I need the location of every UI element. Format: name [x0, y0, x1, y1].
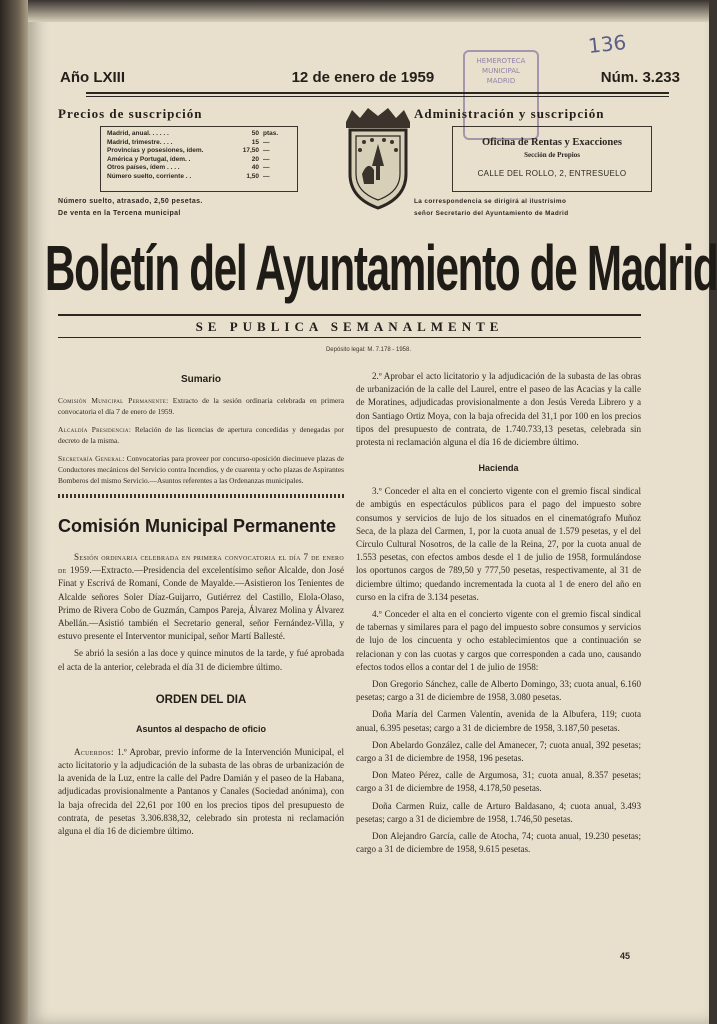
bulletin-title: Boletín del Ayuntamiento de Madrid: [44, 232, 717, 304]
document-page: [28, 0, 717, 1024]
administration-address: CALLE DEL ROLLO, 2, ENTRESUELO: [477, 169, 627, 178]
establishment-entry: Doña Carmen Ruiz, calle de Arturo Baldasano, 4; cuota anual, 3.493 pesetas; cargo a 31 de diciembre de 1958, 1.746,50 pesetas.: [356, 800, 641, 824]
price-row: Madrid, trimestre. . . . 15 —: [107, 138, 270, 146]
establishment-entry: Don Mateo Pérez, calle de Argumosa, 31; cuota anual, 8.357 pesetas; cargo a 31 de diciembre de 1958, 4.178,50 pesetas.: [356, 770, 641, 794]
agreement-2: 2.º Aprobar el acto licitatorio y la adjudicación de la subasta de las obras de urbanización de la calle del Laurel, entre el paseo de las Acacias y la calle de Moratines, adjudicadas provisionalmente a don Jesús Vereda Librero y a don Santiago Ortiz Moya, con la baja ofrecida del 31,1 por 100 en los precios tipos del presupuesto de contrata, de 1.740.733,13 pesetas, celebrada sin protesta ni reclamación alguna el día 16 de diciembre último.: [356, 371, 641, 448]
treasury-heading: Hacienda: [478, 463, 519, 474]
establishment-entry: Don Alejandro García, calle de Atocha, 74; cuota anual, 19.230 pesetas; cargo a 31 de diciembre de 1958, 9.615 pesetas.: [356, 831, 641, 855]
issue-date: 12 de enero de 1959: [291, 68, 435, 86]
title-wrapper: [44, 222, 717, 314]
section-divider: [58, 494, 344, 498]
agenda-heading: ORDEN DEL DIA: [155, 693, 247, 706]
subscription-note-sale: De venta en la Tercena municipal: [58, 210, 181, 217]
establishment-entry: Doña María del Carmen Valentín, avenida de la Albufera, 119; cuota anual, 6.395 pesetas; cargo a 31 de diciembre de 1958, 3.187,50 pesetas.: [356, 709, 641, 733]
left-column: [58, 370, 344, 842]
masthead-rule-thin: [86, 96, 669, 97]
administration-note-2: señor Secretario del Ayuntamiento de Madrid: [414, 210, 569, 217]
session-opening: Se abrió la sesión a las doce y quince minutos de la tarde, y fué aprobada el acta de la anterior, celebrada el día 31 de diciembre último.: [58, 648, 344, 672]
administration-note-1: La correspondencia se dirigirá al ilustrísimo: [414, 198, 567, 205]
masthead-row: [60, 66, 680, 88]
handwritten-page-number: 136: [586, 30, 628, 58]
summary-item: Secretaría General: Convocatorias para proveer por concurso-oposición diecinueve plazas de Conductores mecánicos del Servicio contra Incendios, y de cuarenta y ocho plazas de Aspirantes Bomberos del mismo Servicio.—Asuntos referentes a las Ordenanzas municipales.: [58, 454, 344, 485]
establishment-entry: Don Gregorio Sánchez, calle de Alberto Domingo, 33; cuota anual, 6.160 pesetas; cargo a 31 de diciembre de 1958, 3.080 pesetas.: [356, 679, 641, 703]
legal-deposit: Depósito legal: M. 7.178 - 1958.: [325, 347, 412, 353]
publication-frequency: SE PUBLICA SEMANALMENTE: [195, 319, 504, 334]
right-column: [356, 370, 641, 861]
establishment-entry: Don Abelardo González, calle del Amanecer, 7; cuota anual, 392 pesetas; cargo a 31 de diciembre de 1958, 196 pesetas.: [356, 739, 641, 764]
price-row: Número suelto, corriente . . 1,50 —: [107, 172, 270, 180]
commission-heading: Comisión Municipal Permanente: [58, 516, 337, 536]
agreement-1: Acuerdos: 1.º Aprobar, previo informe de la Intervención Municipal, el acto licitatorio y la adjudicación de la subasta de las obras de urbanización de la avenida de la Luz, entre la calle del Padre Damián y el paseo de la Habana, adjudicadas provisionalmente a Pantanos y Canales (Sociedad anónima), con la baja ofrecida del 22,61 por 100 en los precios tipos del presupuesto de contrata, de pesetas 3.306.838,32, celebrado sin protesta ni reclamación alguna el día 16 de diciembre último.: [58, 746, 344, 837]
masthead-rule: [86, 92, 669, 94]
page-number: 45: [620, 951, 631, 961]
official-business-heading: Asuntos al despacho de oficio: [135, 723, 267, 734]
stamp-line: MUNICIPAL: [482, 67, 520, 75]
agreement-3: 3.º Conceder el alta en el concierto vigente con el gremio fiscal sindical de ambigús en espectáculos públicos para el pago del impuesto sobre consumos y servicios de lujo de los situados en el cinematógrafo Muñoz Seca, de la plaza del Carmen, 1, por la cuota anual de 1.579 pesetas, y el del Círculo Cultural Nosotros, de la calle de la Reina, 27, por la cuota anual de 1.553 pesetas, con efectos ambos desde el 1 de julio de 1958, formulándose los oportunos cargos de 789,50 y 777,50 pesetas, respectivamente, al 31 de diciembre último; quedando incrementada la cuota al 1 de enero del año en curso en la cifra de 3.134 pesetas.: [356, 486, 641, 602]
page-top-edge: [28, 0, 709, 22]
price-row: Madrid, anual. . . . . . 50 ptas.: [107, 130, 279, 137]
price-row: América y Portugal, ídem. . 20 —: [107, 155, 270, 163]
agreement-4: 4.º Conceder el alta en el concierto vigente con el gremio fiscal sindical de tabernas y similares para el pago del impuesto sobre consumos y servicios de lujo de los cincuenta y ocho establecimientos que a continuación se relacionan y con las cuotas y cargos que corresponden a cada uno, causando efectos todos ellos a contar del 1 de julio de 1958:: [356, 609, 641, 672]
stamp-line: HEMEROTECA: [476, 57, 526, 65]
stamp-line: MADRID: [486, 77, 516, 85]
administration-section: Sección de Propios: [524, 151, 580, 159]
subscription-heading: Precios de suscripción: [58, 106, 203, 121]
summary-heading: Sumario: [180, 374, 221, 385]
price-row: Provincias y posesiones, ídem. 17,50 —: [107, 147, 270, 155]
administration-heading: Administración y suscripción: [414, 106, 605, 121]
subtitle-rule: [58, 337, 641, 338]
summary-item: Comisión Municipal Permanente: Extracto de la sesión ordinaria celebrada en primera convocatoria el día 7 de enero de 1959.: [58, 396, 344, 416]
issue-year: Año LXIII: [60, 68, 125, 86]
administration-box: [452, 126, 652, 192]
summary-item: Alcaldía Presidencia: Relación de las licencias de apertura concedidas y denegadas por decreto de la misma.: [58, 425, 345, 445]
issue-number: Núm. 3.233: [600, 68, 680, 86]
price-row: Otros países, ídem . . . . 40 —: [107, 164, 270, 172]
madrid-coat-of-arms: [338, 104, 418, 216]
price-table: [100, 126, 298, 192]
session-intro: Sesión ordinaria celebrada en primera convocatoria el día 7 de enero de 1959.—Extracto.—Presidencia del excelentísimo señor Alcalde, don José Finat y Escrivá de Romaní, Conde de Mayalde.—Asistieron los Tenientes de Alcalde señores Soler Díaz-Guijarro, Gutiérrez del Castillo, Elola-Olaso, Primo de Rivera Cobo de Guzmán, Campos Pareja, Álvarez Molina y Álvarez Abellán.—Asistió también el Secretario general, señor Fernández-Villa, y estuvo presente el Interventor municipal, señor Martí Ballesté.: [58, 552, 344, 642]
book-spine: [0, 0, 30, 1024]
administration-office: Oficina de Rentas y Exacciones: [482, 137, 622, 148]
title-rule: [58, 314, 641, 316]
subscription-note-back-issue: Número suelto, atrasado, 2,50 pesetas.: [58, 198, 203, 205]
